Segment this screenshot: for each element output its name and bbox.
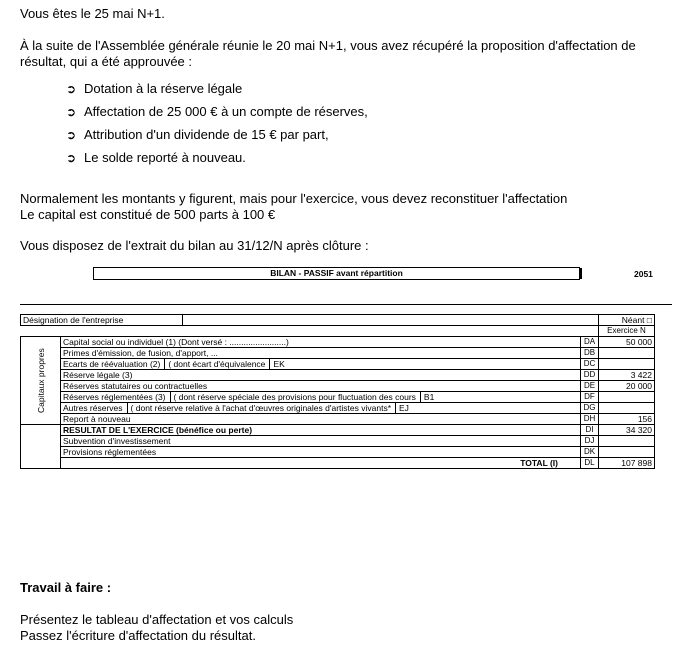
row-label: Ecarts de réévaluation (2) ( dont écart d'équivalence EK	[61, 359, 581, 370]
table-row	[21, 436, 655, 447]
table-row	[21, 337, 655, 348]
row-label: Provisions réglementées	[61, 447, 581, 458]
row-label: Primes d'émission, de fusion, d'apport, ...	[61, 348, 581, 359]
table-row	[21, 359, 655, 370]
row-value: 34 320	[599, 425, 655, 436]
row-label: Réserves statutaires ou contractuelles	[61, 381, 581, 392]
task-line-2: Passez l'écriture d'affectation du résultat.	[20, 628, 256, 643]
designation-label: Désignation de l'entreprise	[21, 315, 183, 326]
table-row	[21, 447, 655, 458]
task-line-1: Présentez le tableau d'affectation et vos calculs	[20, 612, 294, 627]
neant-cell: Néant □	[599, 315, 655, 326]
row-code: DA	[581, 337, 599, 348]
note-line-1: Normalement les montants y figurent, mais pour l'exercice, vous devez reconstituer l'affectation	[20, 191, 568, 206]
row-code: DC	[581, 359, 599, 370]
row-code: DJ	[581, 436, 599, 447]
note-line-2: Le capital est constitué de 500 parts à 100 €	[20, 207, 276, 222]
row-code: DG	[581, 403, 599, 414]
table-row	[21, 414, 655, 425]
arrow-icon: ➲	[66, 151, 77, 165]
table-row	[21, 370, 655, 381]
list-item: ➲ Le solde reporté à nouveau.	[66, 150, 246, 165]
tasks-heading: Travail à faire :	[20, 580, 112, 595]
row-label: Réserve légale (3)	[61, 370, 581, 381]
total-label: TOTAL (I)	[61, 458, 581, 469]
form-number: 2051	[634, 269, 653, 279]
row-value: 50 000	[599, 337, 655, 348]
row-code: DF	[581, 392, 599, 403]
row-value	[599, 436, 655, 447]
row-code: DD	[581, 370, 599, 381]
ag-line-1: À la suite de l'Assemblée générale réunie le 20 mai N+1, vous avez récupéré la proposition d'affectation de	[20, 38, 636, 53]
arrow-icon: ➲	[66, 128, 77, 142]
arrow-icon: ➲	[66, 82, 77, 96]
row-label: Capital social ou individuel (1) (Dont versé : ........................)	[61, 337, 581, 348]
table-row	[21, 315, 655, 326]
balance-sheet-table	[20, 314, 655, 469]
section-label: Capitaux propres	[21, 337, 61, 425]
ag-line-2: résultat, qui a été approuvée :	[20, 54, 193, 69]
arrow-icon: ➲	[66, 105, 77, 119]
table-row	[21, 381, 655, 392]
row-value	[599, 392, 655, 403]
total-code: DL	[581, 458, 599, 469]
row-code: DI	[581, 425, 599, 436]
table-row	[21, 458, 655, 469]
row-label: Réserves réglementées (3) ( dont réserve spéciale des provisions pour fluctuation des cours B1	[61, 392, 581, 403]
exercice-label: Exercice N	[599, 326, 655, 337]
row-value	[599, 359, 655, 370]
allocation-list	[66, 81, 368, 173]
row-label: Subvention d'investissement	[61, 436, 581, 447]
table-row	[21, 392, 655, 403]
row-value: 156	[599, 414, 655, 425]
designation-field	[183, 315, 599, 326]
table-row	[21, 326, 655, 337]
row-code: DB	[581, 348, 599, 359]
row-label: Autres réserves ( dont réserve relative à l'achat d'œuvres originales d'artistes vivants* EJ	[61, 403, 581, 414]
row-label: Report à nouveau	[61, 414, 581, 425]
table-row	[21, 403, 655, 414]
row-code: DE	[581, 381, 599, 392]
row-value: 3 422	[599, 370, 655, 381]
date-line: Vous êtes le 25 mai N+1.	[20, 6, 165, 21]
row-code: DK	[581, 447, 599, 458]
list-item: ➲ Attribution d'un dividende de 15 € par part,	[66, 127, 329, 142]
total-value: 107 898	[599, 458, 655, 469]
list-item: ➲ Affectation de 25 000 € à un compte de réserves,	[66, 104, 368, 119]
checkbox-icon: □	[646, 315, 652, 325]
divider	[20, 304, 672, 305]
table-row	[21, 348, 655, 359]
bilan-title: BILAN - PASSIF avant répartition	[93, 267, 580, 280]
row-code: DH	[581, 414, 599, 425]
list-item: ➲ Dotation à la réserve légale	[66, 81, 243, 96]
row-value	[599, 447, 655, 458]
row-label: RESULTAT DE L'EXERCICE (bénéfice ou perte)	[61, 425, 581, 436]
row-value	[599, 403, 655, 414]
row-value: 20 000	[599, 381, 655, 392]
row-value	[599, 348, 655, 359]
table-row	[21, 425, 655, 436]
extract-line: Vous disposez de l'extrait du bilan au 31/12/N après clôture :	[20, 238, 369, 253]
